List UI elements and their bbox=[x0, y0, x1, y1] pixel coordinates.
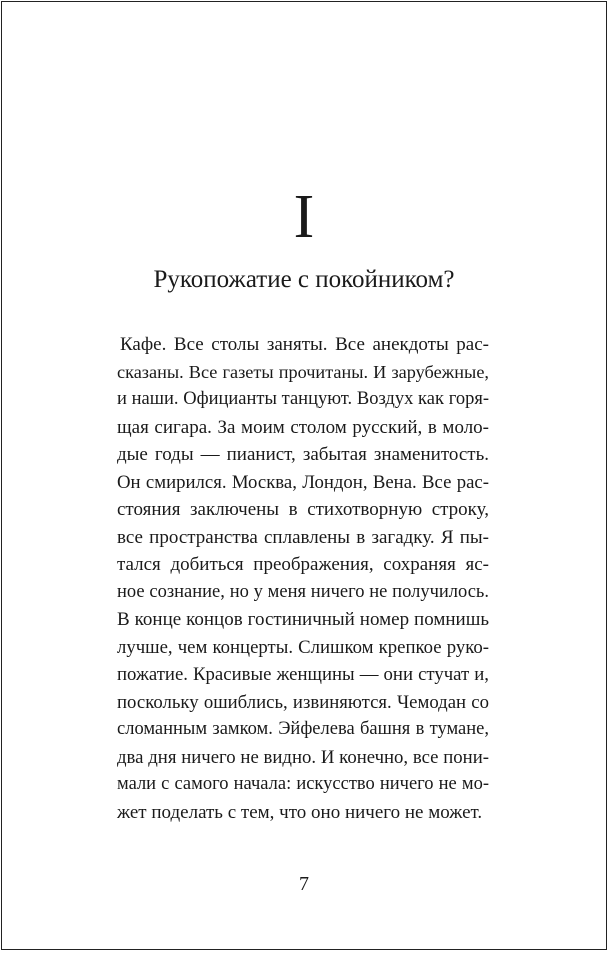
body-line: два дня ничего не видно. И конечно, все пони- bbox=[117, 746, 489, 768]
body-line: сказаны. Все газеты прочитаны. И зарубежные, bbox=[117, 361, 489, 382]
body-line: жет поделать с тем, что оно ничего не может. bbox=[117, 801, 483, 823]
book-page bbox=[1, 1, 607, 950]
body-line: и наши. Официанты танцуют. Воздух как горя- bbox=[117, 389, 489, 409]
body-line: тался добиться преображения, сохраняя яс- bbox=[117, 554, 489, 575]
body-line: дые годы — пианист, забытая знаменитость. bbox=[117, 444, 489, 465]
body-line: Кафе. Все столы заняты. Все анекдоты рас- bbox=[120, 334, 489, 355]
page-number: 7 bbox=[299, 873, 309, 895]
body-line: все пространства сплавлены в загадку. Я пы- bbox=[117, 526, 489, 548]
body-line: стояния заключены в стихотворную строку, bbox=[117, 499, 489, 520]
body-line: ное сознание, но у меня ничего не получилось. bbox=[117, 581, 489, 602]
body-line: поскольку ошиблись, извиняются. Чемодан со bbox=[117, 691, 489, 713]
body-line: лучше, чем концерты. Слишком крепкое руко- bbox=[117, 636, 489, 658]
body-line: сломанным замком. Эйфелева башня в тумане, bbox=[117, 719, 489, 739]
body-line: В конце концов гостиничный номер помнишь bbox=[117, 609, 489, 630]
body-line: пожатие. Красивые женщины — они стучат и, bbox=[117, 664, 489, 685]
chapter-number: I bbox=[293, 183, 315, 251]
chapter-title: Рукопожатие с покойником? bbox=[153, 266, 455, 293]
body-line: мали с самого начала: искусство ничего не мо- bbox=[117, 774, 489, 794]
body-line: Он смирился. Москва, Лондон, Вена. Все рас- bbox=[117, 471, 489, 493]
body-paragraph bbox=[117, 331, 489, 826]
body-line: щая сигара. За моим столом русский, в моло- bbox=[117, 416, 489, 438]
